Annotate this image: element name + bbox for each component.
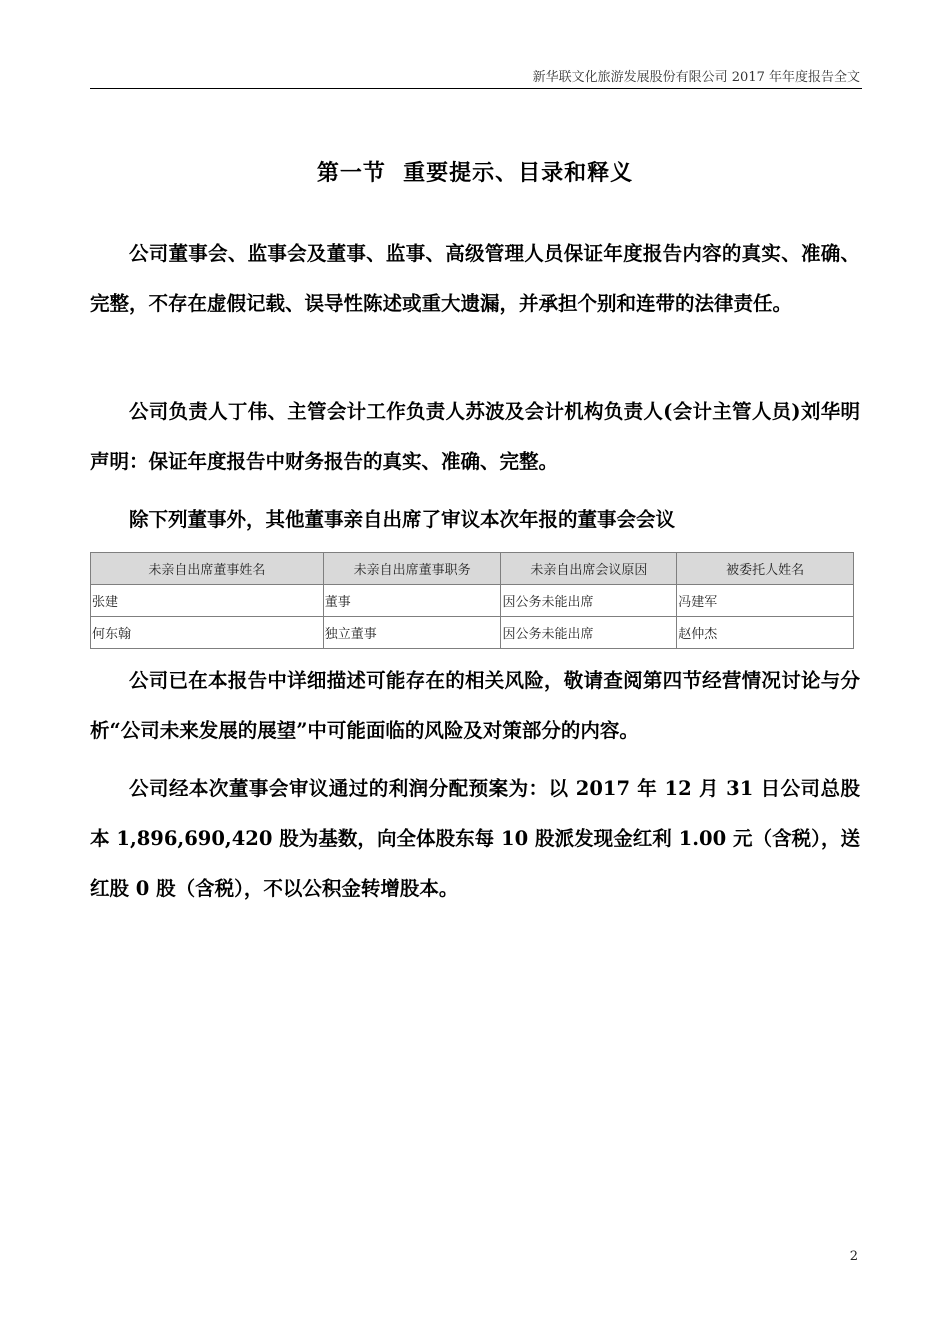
page-number: 2	[849, 1249, 858, 1264]
section-title: 第一节 重要提示、目录和释义	[316, 160, 634, 186]
header-proxy-name: 被委托人姓名	[677, 553, 854, 585]
absence-reason: 因公务未能出席	[501, 617, 677, 649]
table-row	[91, 617, 854, 649]
header-absence-reason: 未亲自出席会议原因	[501, 553, 677, 585]
director-position: 独立董事	[323, 617, 501, 649]
table-row	[91, 585, 854, 617]
header-rule	[90, 88, 862, 89]
proxy-name: 冯建军	[677, 585, 854, 617]
attendance-note: 除下列董事外，其他董事亲自出席了审议本次年报的董事会会议	[129, 508, 676, 531]
risk-notice: 公司已在本报告中详细描述可能存在的相关风险，敬请查阅第四节经营情况讨论与分析“公司未来发展的展望”中可能面临的风险及对策部分的内容。	[90, 669, 860, 742]
table-header-row	[91, 553, 854, 585]
header-director-name: 未亲自出席董事姓名	[91, 553, 324, 585]
proxy-name: 赵仲杰	[677, 617, 854, 649]
financial-report-declaration: 公司负责人丁伟、主管会计工作负责人苏波及会计机构负责人(会计主管人员)刘华明声明：保证年度报告中财务报告的真实、准确、完整。	[90, 400, 860, 473]
running-header: 新华联文化旅游发展股份有限公司 2017 年年度报告全文	[532, 70, 860, 85]
profit-distribution-plan: 公司经本次董事会审议通过的利润分配预案为：以 2017 年 12 月 31 日公司总股本 1,896,690,420 股为基数，向全体股东每 10 股派发现金红利 1.00 元（含税），送红股 0 股（含税），不以公积金转增股本。	[90, 777, 860, 900]
director-name: 张建	[91, 585, 324, 617]
header-director-position: 未亲自出席董事职务	[323, 553, 501, 585]
director-position: 董事	[323, 585, 501, 617]
responsibility-statement: 公司董事会、监事会及董事、监事、高级管理人员保证年度报告内容的真实、准确、完整，不存在虚假记载、误导性陈述或重大遗漏，并承担个别和连带的法律责任。	[90, 242, 860, 315]
absent-directors-table	[90, 552, 854, 649]
absence-reason: 因公务未能出席	[501, 585, 677, 617]
director-name: 何东翰	[91, 617, 324, 649]
